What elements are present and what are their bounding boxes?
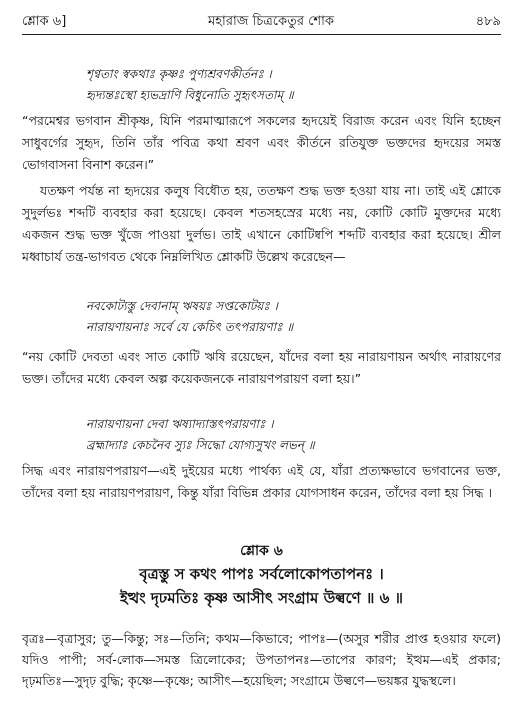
purport-paragraph-4: সিদ্ধ এবং নারায়ণপরায়ণ—এই দুইয়ের মধ্যে পার্থক্য এই যে, যাঁরা প্রত্যক্ষভাবে ভগবানের ভক্ত, তাঁদের বলা হয় নারায়ণপরায়ণ, কিন্তু যাঁরা বিভিন্ন প্রকার যোগসাধন করেন, তাঁদের বলা হয় সিদ্ধ । <box>22 463 501 500</box>
word-synonyms: বৃত্রঃ—বৃত্রাসুর; তু—কিন্তু; সঃ—তিনি; কথম—কিভাবে; পাপঃ—(অসুর শরীর প্রাপ্ত হওয়ার ফলে) যদিও পাপী; সর্ব-লোক—সমস্ত ত্রিলোকের; উপতাপনঃ—তাপের কারণ; ইত্থম—এই প্রকার; দৃঢ়মতিঃ—সুদৃঢ় বুদ্ধি; কৃষ্ণে—কৃষ্ণে; আসীৎ—হয়েছিল; সংগ্রামে উল্বণে—ভয়ঙ্কর যুদ্ধস্থলে। <box>22 631 501 688</box>
translation-paragraph-3: “নয় কোটি দেবতা এবং সাত কোটি ঋষি রয়েছেন, যাঁদের বলা হয় নারায়ণায়ন অর্থাৎ নারায়ণের ভক্ত। তাঁদের মধ্যে কেবল অল্প কয়েকজনকে নারায়ণপরায়ণ বলা হয়।” <box>22 349 501 386</box>
sanskrit-quote-2 <box>22 296 501 338</box>
header-title: মহারাজ চিত্রকেতুর শোক <box>208 13 334 29</box>
page-header <box>22 12 501 32</box>
shloka-title: শ্লোক ৬ <box>240 543 283 559</box>
purport-paragraph-2: যতক্ষণ পর্যন্ত না হৃদয়ের কলুষ বিধৌত হয়, ততক্ষণ শুদ্ধ ভক্ত হওয়া যায় না। তাই এই শ্লোকে সুদুর্লভঃ শব্দটি ব্যবহার করা হয়েছে। কেবল শতসহস্রের মধ্যে নয়, কোটি কোটি মুক্তদের মধ্যে একজন শুদ্ধ ভক্ত খুঁজে পাওয়া দুর্লভ। তাই এখানে কোটিষ্বপি শব্দটি ব্যবহার করা হয়েছে। শ্রীল মধ্বাচার্য তন্ত্র-ভাগবত থেকে নিম্নলিখিত শ্লোকটি উল্লেখ করেছেন— <box>22 183 501 264</box>
quote-line: শৃণ্বতাং স্বকথাঃ কৃষ্ণঃ পুণ্যশ্রবণকীর্তনঃ । <box>86 67 272 81</box>
quote-line: নারায়ণায়নাঃ সর্বে যে কেচিৎ তৎপরায়ণাঃ ॥ <box>86 320 294 334</box>
shloka-line: বৃত্রস্তু স কথং পাপঃ সর্বলোকোপতাপনঃ । <box>139 565 384 583</box>
quote-line: ব্রহ্মাদ্যাঃ কেচনৈব স্যুঃ সিদ্ধো যোগ্যসুখং লভন্ ॥ <box>86 438 315 452</box>
shloka-block <box>22 540 501 610</box>
shloka-line: ইত্থং দৃঢমতিঃ কৃষ্ণ আসীৎ সংগ্রাম উল্বণে ॥ ৬ ॥ <box>119 589 404 607</box>
sanskrit-quote-3 <box>22 414 501 456</box>
header-rule <box>22 34 501 35</box>
quote-line: নারায়ণায়না দেবা ঋষ্যাদ্যাস্তৎপরায়ণাঃ । <box>86 417 274 431</box>
translation-paragraph-1: “পরমেশ্বর ভগবান শ্রীকৃষ্ণ, যিনি পরমাত্মারূপে সকলের হৃদয়েই বিরাজ করেন এবং যিনি হচ্ছেন সাধুবর্গের সুহৃদ, তিনি তাঁর পবিত্র কথা শ্রবণ এবং কীর্তনে রতিযুক্ত ভক্তদের হৃদয়ের সমস্ত ভোগবাসনা বিনাশ করেন।” <box>22 113 501 172</box>
quote-line: হৃদ্যন্তঃস্থো হ্যভদ্রাণি বিধুনোতি সুহৃৎসতাম্ ॥ <box>86 88 294 102</box>
sanskrit-quote-1 <box>22 64 501 106</box>
header-chapter-ref: শ্লোক ৬] <box>22 13 67 29</box>
header-page-number: ৪৮৯ <box>475 13 501 29</box>
quote-line: নবকোট্যস্তু দেবানাম্ ঋষয়ঃ সপ্তকোটয়ঃ । <box>86 299 278 313</box>
